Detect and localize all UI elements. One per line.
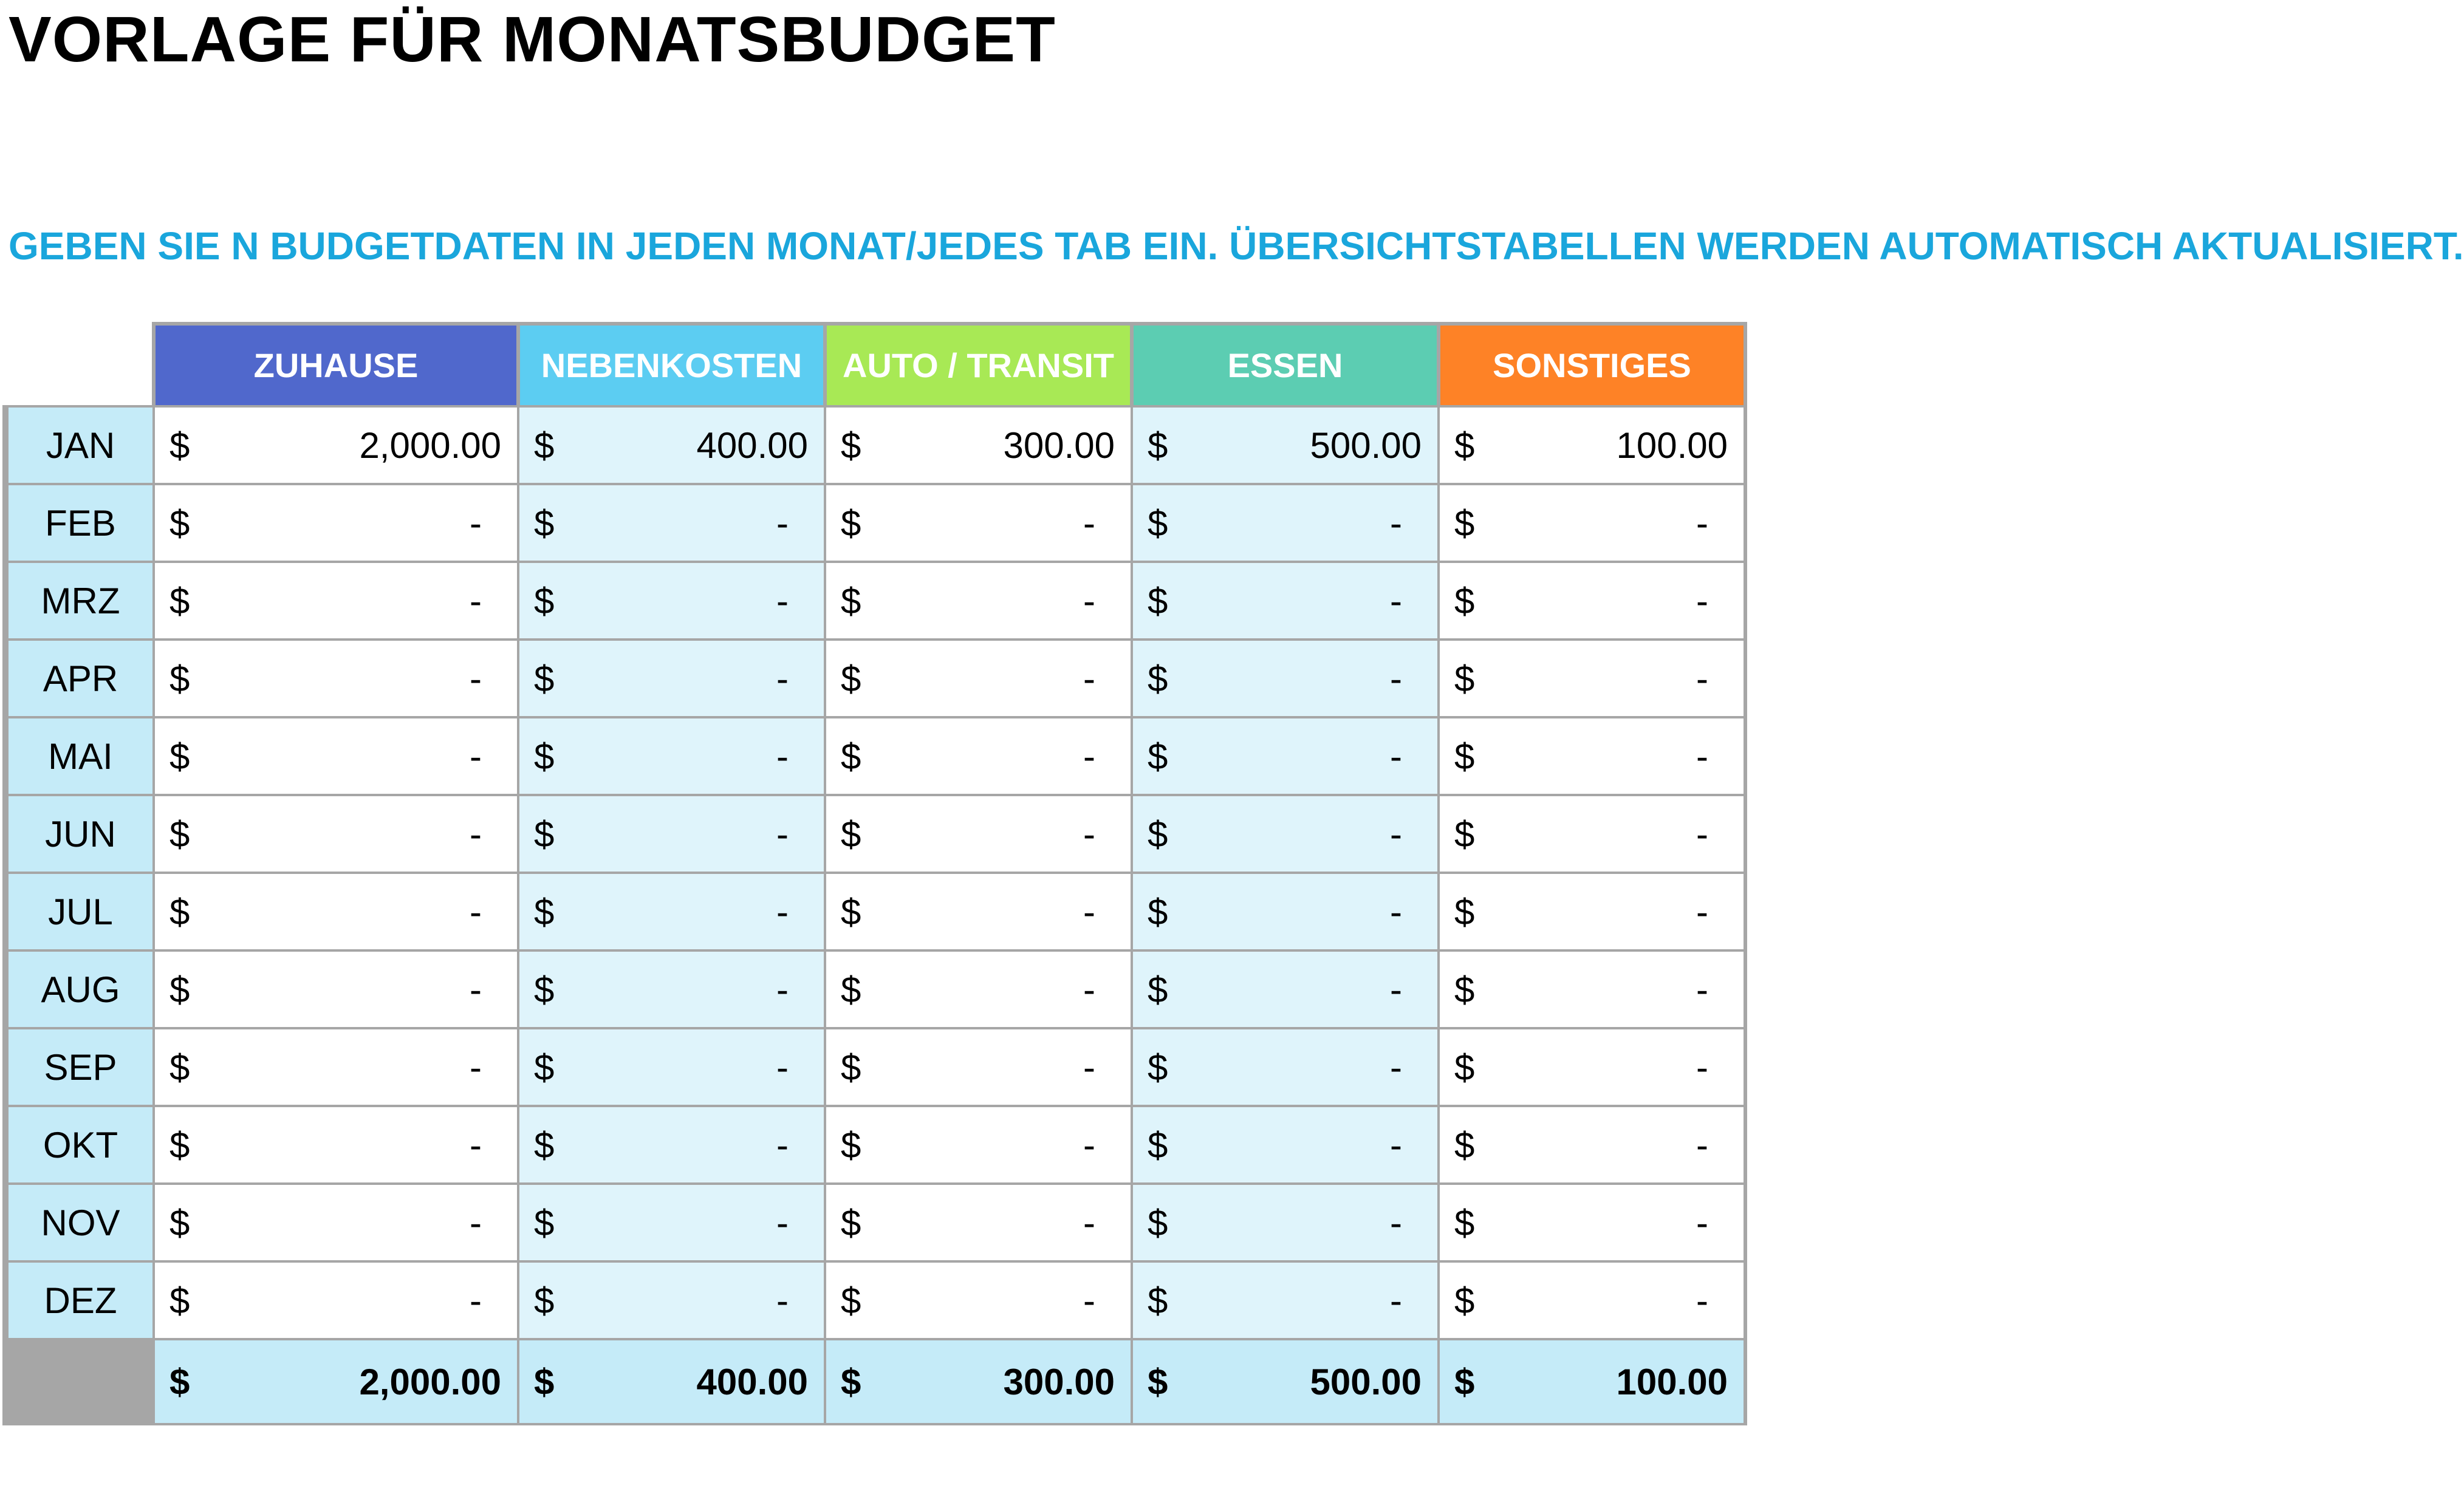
- cell-value: -: [776, 1280, 789, 1321]
- total-cell: [518, 1339, 825, 1424]
- currency-symbol: $: [1454, 425, 1475, 466]
- currency-symbol: $: [1454, 891, 1475, 932]
- currency-symbol: $: [169, 1202, 190, 1243]
- budget-cell[interactable]: [825, 950, 1132, 1028]
- currency-symbol: $: [1148, 658, 1168, 699]
- cell-value: -: [1083, 969, 1095, 1010]
- budget-cell[interactable]: [518, 562, 825, 640]
- currency-symbol: $: [1148, 813, 1168, 855]
- cell-value: 500.00: [1310, 425, 1422, 466]
- total-value: 500.00: [1310, 1361, 1422, 1402]
- cell-value: -: [1390, 1280, 1402, 1321]
- currency-symbol: $: [1454, 1280, 1475, 1321]
- currency-symbol: $: [169, 891, 190, 932]
- table-row: [5, 950, 1745, 1028]
- budget-cell[interactable]: [825, 795, 1132, 873]
- column-header-essen[interactable]: ESSEN: [1132, 324, 1439, 406]
- currency-symbol: $: [169, 425, 190, 466]
- budget-cell[interactable]: [1132, 1106, 1439, 1184]
- total-cell: [825, 1339, 1132, 1424]
- table-row: [5, 795, 1745, 873]
- budget-cell[interactable]: [1132, 717, 1439, 795]
- budget-cell[interactable]: [825, 484, 1132, 562]
- currency-symbol: $: [1454, 580, 1475, 621]
- currency-symbol: $: [534, 813, 555, 855]
- budget-cell[interactable]: [518, 406, 825, 484]
- currency-symbol: $: [169, 580, 190, 621]
- month-label: MAI: [5, 717, 154, 795]
- table-row: [5, 873, 1745, 950]
- currency-symbol: $: [1148, 1280, 1168, 1321]
- table-row: [5, 717, 1745, 795]
- currency-symbol: $: [169, 813, 190, 855]
- table-row: [5, 1184, 1745, 1261]
- budget-cell[interactable]: [518, 873, 825, 950]
- header-row: [5, 324, 1745, 406]
- currency-symbol: $: [534, 502, 555, 544]
- month-label: OKT: [5, 1106, 154, 1184]
- currency-symbol: $: [841, 425, 861, 466]
- month-label: AUG: [5, 950, 154, 1028]
- currency-symbol: $: [169, 1046, 190, 1088]
- currency-symbol: $: [169, 735, 190, 777]
- currency-symbol: $: [534, 1202, 555, 1243]
- total-value: 2,000.00: [359, 1361, 501, 1402]
- table-row: [5, 1106, 1745, 1184]
- column-header-sonstiges[interactable]: SONSTIGES: [1439, 324, 1745, 406]
- table-row: [5, 406, 1745, 484]
- table-row: [5, 1028, 1745, 1106]
- cell-value: -: [776, 502, 789, 544]
- currency-symbol: $: [841, 969, 861, 1010]
- cell-value: -: [776, 1202, 789, 1243]
- budget-cell[interactable]: [1439, 795, 1745, 873]
- column-header-zuhause[interactable]: ZUHAUSE: [154, 324, 518, 406]
- budget-cell[interactable]: [825, 1261, 1132, 1339]
- cell-value: -: [1083, 502, 1095, 544]
- budget-cell[interactable]: [1132, 795, 1439, 873]
- currency-symbol: $: [1454, 1361, 1475, 1402]
- cell-value: 100.00: [1616, 425, 1728, 466]
- cell-value: -: [1696, 1124, 1708, 1165]
- budget-cell[interactable]: [825, 873, 1132, 950]
- budget-cell[interactable]: [518, 484, 825, 562]
- budget-cell[interactable]: [1439, 484, 1745, 562]
- cell-value: -: [1083, 891, 1095, 932]
- cell-value: -: [470, 891, 482, 932]
- cell-value: 300.00: [1003, 425, 1115, 466]
- budget-cell[interactable]: [154, 406, 518, 484]
- cell-value: -: [1083, 813, 1095, 855]
- cell-value: -: [1390, 969, 1402, 1010]
- budget-cell[interactable]: [518, 717, 825, 795]
- total-value: 100.00: [1616, 1361, 1728, 1402]
- cell-value: 400.00: [696, 425, 808, 466]
- cell-value: -: [1083, 658, 1095, 699]
- budget-cell[interactable]: [1132, 1184, 1439, 1261]
- currency-symbol: $: [534, 1280, 555, 1321]
- month-label: NOV: [5, 1184, 154, 1261]
- total-cell: [154, 1339, 518, 1424]
- currency-symbol: $: [1148, 969, 1168, 1010]
- cell-value: -: [1083, 1280, 1095, 1321]
- cell-value: -: [1390, 1046, 1402, 1088]
- currency-symbol: $: [1454, 1046, 1475, 1088]
- currency-symbol: $: [1148, 735, 1168, 777]
- budget-cell[interactable]: [1439, 1184, 1745, 1261]
- instruction-text: GEBEN SIE N BUDGETDATEN IN JEDEN MONAT/JEDES TAB EIN. ÜBERSICHTSTABELLEN WERDEN AUTOMATISCH AKTUALISIERT.: [9, 224, 2464, 268]
- currency-symbol: $: [841, 1202, 861, 1243]
- currency-symbol: $: [534, 1124, 555, 1165]
- budget-cell[interactable]: [825, 1028, 1132, 1106]
- budget-cell[interactable]: [154, 640, 518, 717]
- cell-value: -: [776, 813, 789, 855]
- total-value: 400.00: [696, 1361, 808, 1402]
- currency-symbol: $: [1148, 502, 1168, 544]
- budget-cell[interactable]: [825, 640, 1132, 717]
- budget-grid: [2, 322, 1747, 1425]
- budget-cell[interactable]: [825, 717, 1132, 795]
- budget-cell[interactable]: [1439, 1261, 1745, 1339]
- budget-cell[interactable]: [1439, 406, 1745, 484]
- table-row: [5, 562, 1745, 640]
- month-label: APR: [5, 640, 154, 717]
- currency-symbol: $: [169, 969, 190, 1010]
- budget-cell[interactable]: [1132, 950, 1439, 1028]
- table-row: [5, 484, 1745, 562]
- table-row: [5, 640, 1745, 717]
- budget-cell[interactable]: [1439, 1028, 1745, 1106]
- budget-cell[interactable]: [1132, 640, 1439, 717]
- currency-symbol: $: [534, 891, 555, 932]
- currency-symbol: $: [841, 1046, 861, 1088]
- month-label: DEZ: [5, 1261, 154, 1339]
- currency-symbol: $: [1454, 735, 1475, 777]
- currency-symbol: $: [534, 580, 555, 621]
- column-header-nebenkosten[interactable]: NEBENKOSTEN: [518, 324, 825, 406]
- currency-symbol: $: [1148, 580, 1168, 621]
- currency-symbol: $: [1454, 1202, 1475, 1243]
- header-corner: [5, 324, 154, 406]
- totals-row: [5, 1339, 1745, 1424]
- cell-value: -: [1696, 969, 1708, 1010]
- budget-cell[interactable]: [1439, 562, 1745, 640]
- currency-symbol: $: [534, 658, 555, 699]
- budget-cell[interactable]: [154, 484, 518, 562]
- budget-cell[interactable]: [154, 562, 518, 640]
- currency-symbol: $: [1148, 1361, 1168, 1402]
- cell-value: -: [470, 658, 482, 699]
- currency-symbol: $: [169, 658, 190, 699]
- budget-cell[interactable]: [1132, 406, 1439, 484]
- cell-value: -: [1696, 735, 1708, 777]
- cell-value: -: [1696, 813, 1708, 855]
- budget-cell[interactable]: [1439, 950, 1745, 1028]
- currency-symbol: $: [534, 425, 555, 466]
- budget-cell[interactable]: [518, 795, 825, 873]
- total-value: 300.00: [1003, 1361, 1115, 1402]
- month-label: FEB: [5, 484, 154, 562]
- cell-value: -: [1083, 1124, 1095, 1165]
- cell-value: -: [470, 1202, 482, 1243]
- budget-cell[interactable]: [825, 1184, 1132, 1261]
- cell-value: -: [776, 891, 789, 932]
- cell-value: -: [1696, 502, 1708, 544]
- currency-symbol: $: [169, 1124, 190, 1165]
- cell-value: -: [1390, 1124, 1402, 1165]
- currency-symbol: $: [841, 735, 861, 777]
- budget-cell[interactable]: [1132, 1261, 1439, 1339]
- currency-symbol: $: [169, 1280, 190, 1321]
- cell-value: -: [776, 1046, 789, 1088]
- budget-cell[interactable]: [154, 1184, 518, 1261]
- cell-value: -: [1390, 813, 1402, 855]
- budget-cell[interactable]: [1439, 1106, 1745, 1184]
- budget-cell[interactable]: [518, 1184, 825, 1261]
- cell-value: -: [1083, 1046, 1095, 1088]
- currency-symbol: $: [841, 1361, 861, 1402]
- currency-symbol: $: [534, 1046, 555, 1088]
- cell-value: -: [470, 735, 482, 777]
- currency-symbol: $: [841, 1124, 861, 1165]
- cell-value: -: [1390, 580, 1402, 621]
- cell-value: -: [776, 969, 789, 1010]
- cell-value: -: [1083, 1202, 1095, 1243]
- cell-value: -: [1696, 1202, 1708, 1243]
- cell-value: -: [470, 580, 482, 621]
- currency-symbol: $: [841, 1280, 861, 1321]
- currency-symbol: $: [841, 891, 861, 932]
- cell-value: -: [470, 969, 482, 1010]
- cell-value: -: [1696, 1046, 1708, 1088]
- cell-value: -: [1390, 658, 1402, 699]
- cell-value: 2,000.00: [359, 425, 501, 466]
- cell-value: -: [1390, 502, 1402, 544]
- budget-cell[interactable]: [518, 1028, 825, 1106]
- month-label: JUN: [5, 795, 154, 873]
- cell-value: -: [1696, 891, 1708, 932]
- cell-value: -: [470, 813, 482, 855]
- cell-value: -: [1083, 580, 1095, 621]
- cell-value: -: [470, 1124, 482, 1165]
- budget-cell[interactable]: [154, 795, 518, 873]
- currency-symbol: $: [1454, 813, 1475, 855]
- budget-cell[interactable]: [825, 562, 1132, 640]
- page-title: VORLAGE FÜR MONATSBUDGET: [9, 4, 1056, 75]
- currency-symbol: $: [1148, 891, 1168, 932]
- table-row: [5, 1261, 1745, 1339]
- cell-value: -: [470, 1046, 482, 1088]
- currency-symbol: $: [841, 813, 861, 855]
- budget-cell[interactable]: [1132, 1028, 1439, 1106]
- budget-cell[interactable]: [1439, 640, 1745, 717]
- budget-cell[interactable]: [154, 1261, 518, 1339]
- cell-value: -: [1390, 1202, 1402, 1243]
- cell-value: -: [470, 1280, 482, 1321]
- currency-symbol: $: [534, 1361, 555, 1402]
- currency-symbol: $: [841, 658, 861, 699]
- currency-symbol: $: [1148, 1202, 1168, 1243]
- currency-symbol: $: [1148, 1046, 1168, 1088]
- budget-cell[interactable]: [154, 873, 518, 950]
- currency-symbol: $: [1454, 969, 1475, 1010]
- total-cell: [1439, 1339, 1745, 1424]
- cell-value: -: [776, 658, 789, 699]
- cell-value: -: [776, 735, 789, 777]
- currency-symbol: $: [1148, 1124, 1168, 1165]
- budget-cell[interactable]: [518, 640, 825, 717]
- month-label: MRZ: [5, 562, 154, 640]
- currency-symbol: $: [534, 969, 555, 1010]
- budget-cell[interactable]: [518, 1106, 825, 1184]
- cell-value: -: [1696, 658, 1708, 699]
- currency-symbol: $: [1148, 425, 1168, 466]
- currency-symbol: $: [169, 502, 190, 544]
- budget-cell[interactable]: [154, 1028, 518, 1106]
- budget-table: [2, 322, 1747, 1425]
- cell-value: -: [1390, 735, 1402, 777]
- budget-cell[interactable]: [154, 717, 518, 795]
- month-label: JUL: [5, 873, 154, 950]
- currency-symbol: $: [1454, 502, 1475, 544]
- column-header-auto-transit[interactable]: AUTO / TRANSIT: [825, 324, 1132, 406]
- budget-cell[interactable]: [154, 1106, 518, 1184]
- budget-cell[interactable]: [1439, 717, 1745, 795]
- totals-corner: [5, 1339, 154, 1424]
- budget-cell[interactable]: [1132, 562, 1439, 640]
- currency-symbol: $: [1454, 658, 1475, 699]
- budget-cell[interactable]: [1439, 873, 1745, 950]
- budget-cell[interactable]: [825, 406, 1132, 484]
- budget-cell[interactable]: [1132, 484, 1439, 562]
- budget-cell[interactable]: [825, 1106, 1132, 1184]
- currency-symbol: $: [841, 580, 861, 621]
- budget-cell[interactable]: [518, 950, 825, 1028]
- month-label: SEP: [5, 1028, 154, 1106]
- cell-value: -: [1390, 891, 1402, 932]
- currency-symbol: $: [1454, 1124, 1475, 1165]
- currency-symbol: $: [169, 1361, 190, 1402]
- budget-cell[interactable]: [518, 1261, 825, 1339]
- cell-value: -: [1083, 735, 1095, 777]
- cell-value: -: [1696, 1280, 1708, 1321]
- currency-symbol: $: [841, 502, 861, 544]
- currency-symbol: $: [534, 735, 555, 777]
- cell-value: -: [776, 580, 789, 621]
- cell-value: -: [470, 502, 482, 544]
- cell-value: -: [776, 1124, 789, 1165]
- total-cell: [1132, 1339, 1439, 1424]
- month-label: JAN: [5, 406, 154, 484]
- budget-cell[interactable]: [154, 950, 518, 1028]
- cell-value: -: [1696, 580, 1708, 621]
- budget-cell[interactable]: [1132, 873, 1439, 950]
